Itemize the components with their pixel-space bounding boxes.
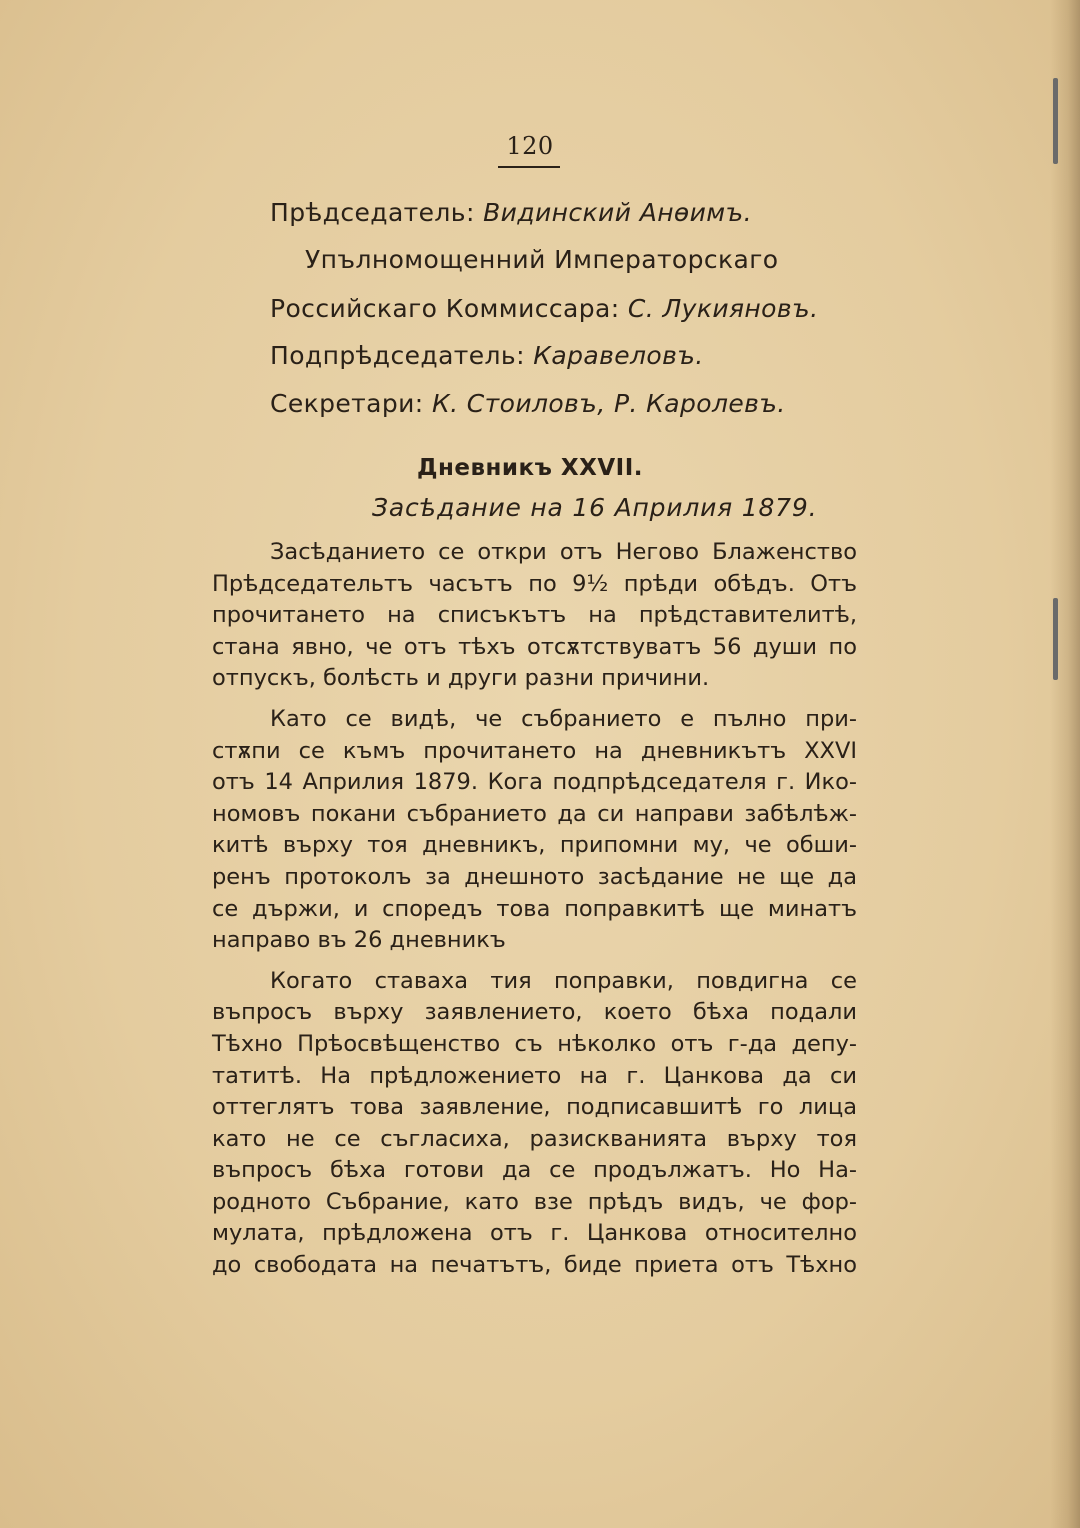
paragraph <box>212 966 857 1282</box>
text-line: се държи, и споредъ това поправкитѣ ще минатъ <box>212 895 857 922</box>
vice-chairman-name: Каравеловъ. <box>533 341 704 370</box>
text-line: Като се видѣ, че събранието е пълно при- <box>270 705 857 732</box>
paragraph <box>212 704 857 957</box>
secretaries-line <box>270 389 786 418</box>
text-line: номовъ покани събранието да си направи забѣлѣж- <box>212 800 857 827</box>
vice-chairman-line <box>270 341 704 370</box>
commissioner-title-line <box>305 245 778 274</box>
text-line: отпускъ, болѣсть и други разни причини. <box>212 665 710 692</box>
text-line: въпросъ върху заявлението, което бѣха подали <box>212 999 857 1026</box>
text-line: отъ 14 Априлия 1879. Кога подпрѣдседателя г. Ико- <box>212 769 857 796</box>
paragraph <box>212 537 857 695</box>
text-line: родното Събрание, като взе прѣдъ видъ, че фор- <box>212 1188 857 1215</box>
text-line: мулата, прѣдложена отъ г. Цанкова относително <box>212 1220 857 1247</box>
page-number: 120 <box>506 132 554 160</box>
text-line: Тѣхно Прѣосвѣщенство съ нѣколко отъ г-да депу- <box>212 1030 857 1057</box>
text-line: Прѣдседательтъ часътъ по 9½ прѣди обѣдъ. Отъ <box>212 570 857 597</box>
text-line: стѫпи се къмъ прочитането на дневникътъ XXVI <box>212 737 857 764</box>
commissioner-name: С. Лукияновъ. <box>627 294 819 323</box>
text-line: стана явно, че отъ тѣхъ отсѫтствуватъ 56 души по <box>212 633 857 660</box>
commissioner-line <box>270 294 818 323</box>
text-line: направо въ 26 дневникъ <box>212 927 506 954</box>
text-line: китѣ върху тоя дневникъ, припомни му, че обши- <box>212 832 857 859</box>
section-title: Дневникъ XXVII. <box>416 455 644 481</box>
text-line: ренъ протоколъ за днешното засѣдание не ще да <box>212 863 857 890</box>
body-text <box>212 537 857 1282</box>
text-line: татитѣ. На прѣдложението на г. Цанкова да си <box>212 1062 857 1089</box>
commissioner-label-2: Российскаго Коммиссара: <box>270 294 620 323</box>
text-line: въпросъ бѣха готови да се продължатъ. Но На- <box>212 1157 857 1184</box>
binding-mark-middle <box>1053 598 1058 680</box>
chairman-name: Видинский Анѳимъ. <box>483 198 752 227</box>
text-line: Засѣданието се откри отъ Негово Блаженство <box>270 539 857 565</box>
text-line: до свободата на печатътъ, биде приета отъ Тѣхно <box>212 1252 857 1279</box>
chairman-label: Прѣдседатель: <box>270 198 475 227</box>
text-line: оттеглятъ това заявление, подписавшитѣ го лица <box>212 1094 857 1121</box>
page-edge-shadow <box>1050 0 1080 1528</box>
secretaries-names: К. Стоиловъ, Р. Каролевъ. <box>431 389 786 418</box>
binding-mark-top <box>1053 78 1058 164</box>
text-line: Когато ставаха тия поправки, повдигна се <box>270 967 857 994</box>
page-number-underline <box>498 166 560 168</box>
commissioner-label-1: Упълномощенний Императорскаго <box>305 245 779 274</box>
session-date: Засѣдание на 16 Априлия 1879. <box>372 493 818 522</box>
vice-chairman-label: Подпрѣдседатель: <box>270 341 525 370</box>
text-line: като не се съгласиха, разискванията върху тоя <box>212 1125 857 1152</box>
secretaries-label: Секретари: <box>270 389 424 418</box>
text-line: прочитането на списъкътъ на прѣдставителитѣ, <box>212 602 857 629</box>
chairman-line <box>270 198 752 227</box>
